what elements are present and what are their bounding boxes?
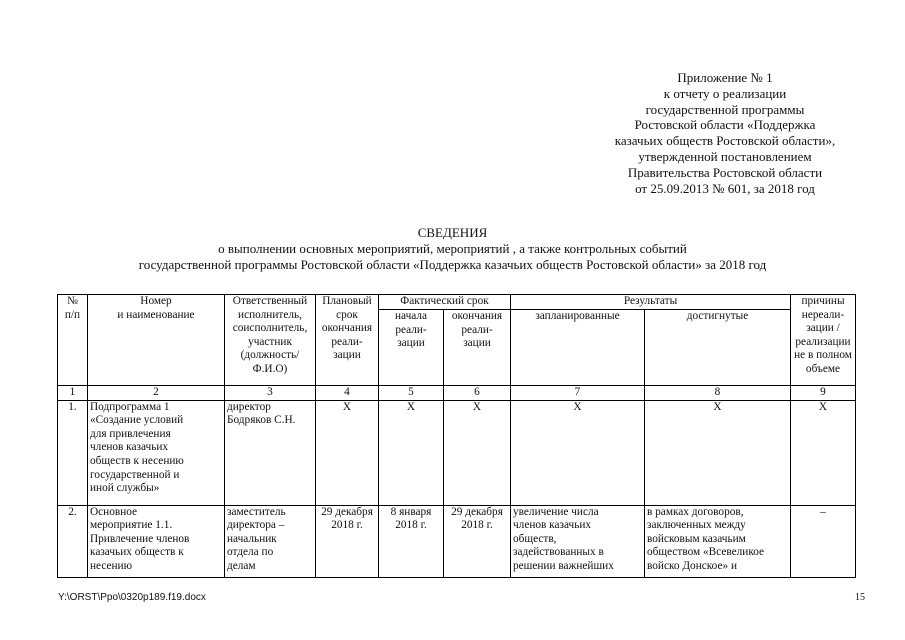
table-row [58, 400, 856, 505]
appendix-line: казачьих обществ Ростовской области», [614, 133, 836, 149]
col-number: 5 [379, 386, 444, 401]
row-end: 29 декабря 2018 г. [444, 505, 511, 577]
title-heading: СВЕДЕНИЯ [417, 225, 488, 240]
row-start: 8 января 2018 г. [379, 505, 444, 577]
appendix-line: утвержденной постановлением [638, 148, 812, 164]
row-name: Подпрограмма 1 «Создание условий для привлечения членов казачьих обществ к несению государственной и иной службы» [88, 400, 225, 505]
header-actual-term: Фактический срок [379, 295, 511, 310]
header-end: окончания реали- зации [444, 310, 511, 386]
row-planned-results: X [511, 400, 645, 505]
row-reasons: X [791, 400, 856, 505]
col-number: 9 [791, 386, 856, 401]
row-achieved-results: в рамках договоров, заключенных между войсковым казачьим обществом «Всевеликое войско Донское» и [645, 505, 791, 577]
title-line-2: государственной программы Ростовской области «Поддержка казачьих обществ Ростовской области» за 2018 год [138, 257, 767, 272]
file-path: Y:\ORST\Ppo\0320p189.f19.docx [58, 592, 206, 603]
appendix-line: Правительства Ростовской области [627, 164, 823, 180]
report-table [57, 294, 856, 578]
col-number: 2 [88, 386, 225, 401]
appendix-line: государственной программы [645, 101, 805, 117]
row-responsible: заместитель директора – начальник отдела по делам [225, 505, 316, 577]
row-responsible: директор Бодряков С.Н. [225, 400, 316, 505]
row-start: X [379, 400, 444, 505]
header-planned-results: запланированные [511, 310, 645, 386]
col-number: 4 [316, 386, 379, 401]
col-number: 1 [58, 386, 88, 401]
row-planned-results: увеличение числа членов казачьих обществ, задействованных в решении важнейших [511, 505, 645, 577]
col-number: 7 [511, 386, 645, 401]
appendix-line: от 25.09.2013 № 601, за 2018 год [635, 180, 815, 196]
page-number: 15 [855, 592, 865, 603]
row-num: 2. [58, 505, 88, 577]
appendix-note [560, 70, 890, 196]
header-num: № п/п [58, 295, 88, 386]
header-name: Номер и наименование [88, 295, 225, 386]
header-start: начала реали- зации [379, 310, 444, 386]
header-achieved-results: достигнутые [645, 310, 791, 386]
appendix-line: Ростовской области «Поддержка [634, 117, 816, 133]
title-line-1: о выполнении основных мероприятий, мероприятий , а также контрольных событий [218, 241, 687, 256]
header-reasons: причины нереали- зации / реализации не в полном объеме [791, 295, 856, 386]
row-reasons: – [791, 505, 856, 577]
row-name: Основное мероприятие 1.1. Привлечение членов казачьих обществ к несению [88, 505, 225, 577]
appendix-line: к отчету о реализации [663, 85, 787, 101]
row-planned: 29 декабря 2018 г. [316, 505, 379, 577]
header-results: Результаты [511, 295, 791, 310]
col-number: 3 [225, 386, 316, 401]
table-row [58, 505, 856, 577]
header-planned-term: Плановый срок окончания реали- зации [316, 295, 379, 386]
row-end: X [444, 400, 511, 505]
col-number: 8 [645, 386, 791, 401]
document-title [0, 225, 905, 273]
col-number: 6 [444, 386, 511, 401]
appendix-line: Приложение № 1 [677, 70, 773, 85]
row-planned: X [316, 400, 379, 505]
header-responsible: Ответственный исполнитель, соисполнитель, участник (должность/ Ф.И.О) [225, 295, 316, 386]
row-achieved-results: X [645, 400, 791, 505]
row-num: 1. [58, 400, 88, 505]
